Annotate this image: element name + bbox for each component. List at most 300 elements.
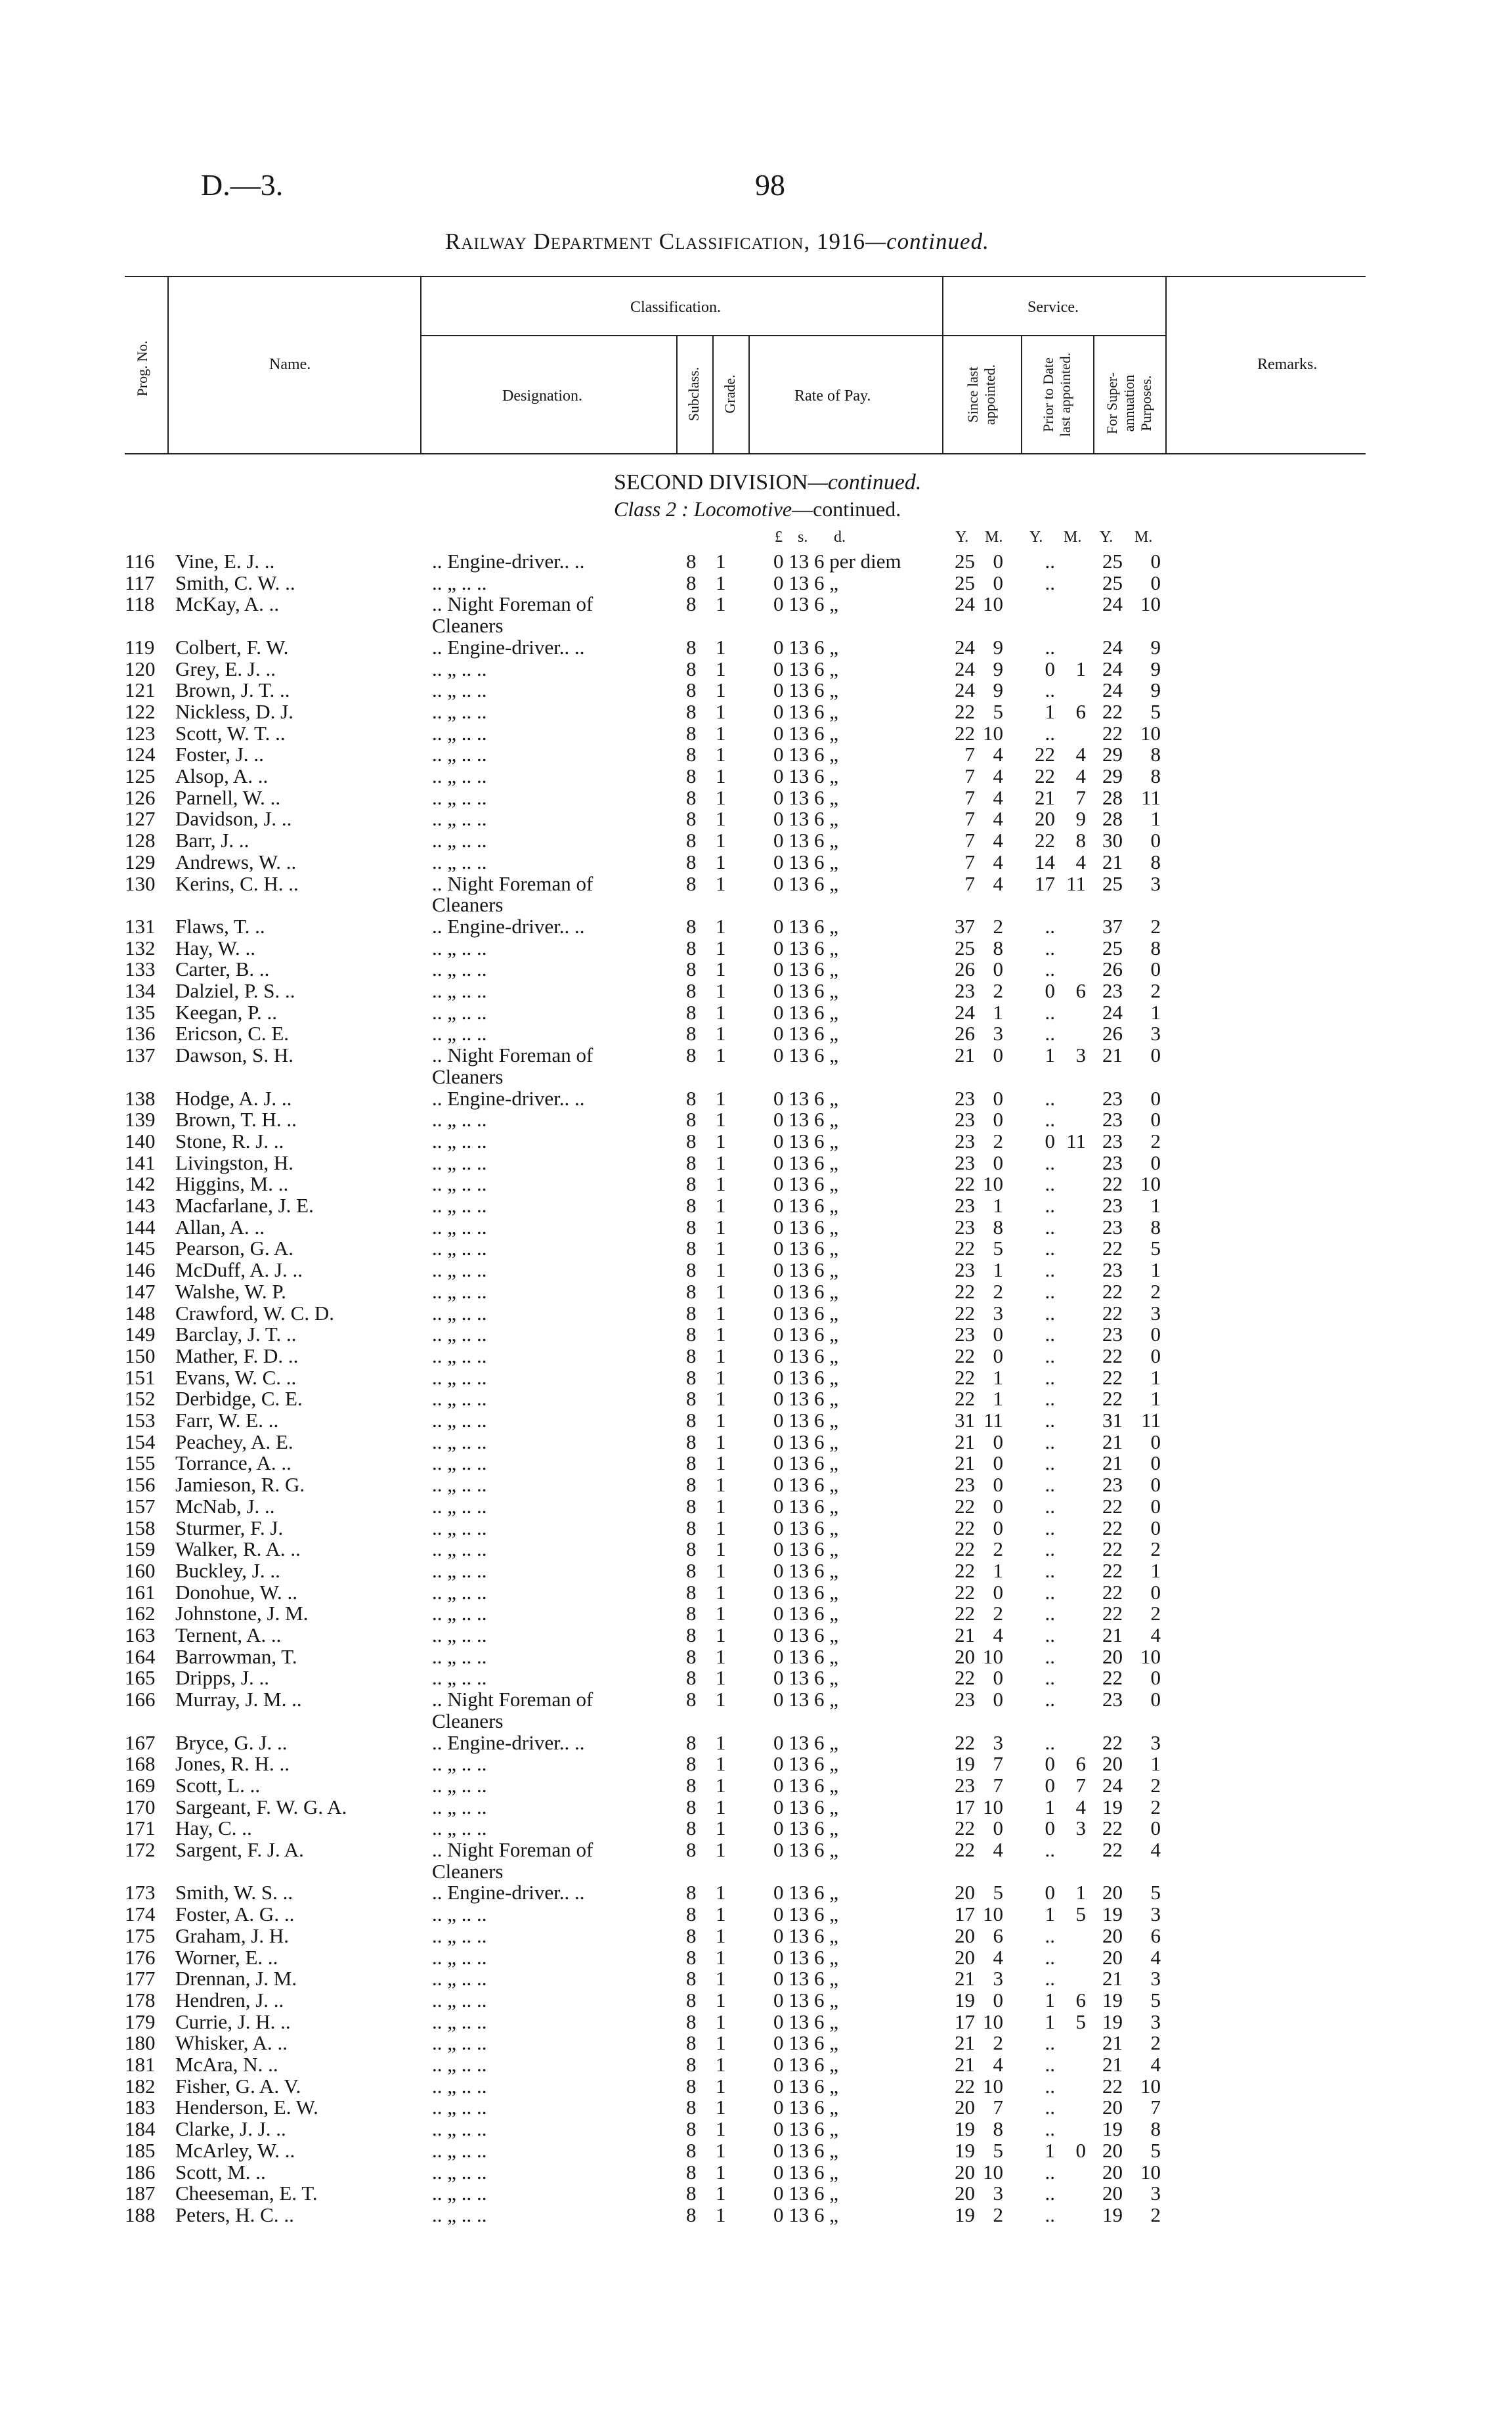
grade: 1 — [716, 1967, 726, 1991]
employee-name: Davidson, J. .. — [175, 807, 292, 831]
superannuation-months: 9 — [1150, 678, 1161, 702]
rate-of-pay: 0 13 6 „ — [773, 2138, 839, 2162]
designation: .. „ .. .. — [432, 1108, 487, 1132]
since-last-years: 21 — [955, 2053, 975, 2076]
designation: Cleaners — [432, 1709, 504, 1732]
superannuation-months: 1 — [1150, 1258, 1161, 1282]
rate-of-pay: 0 13 6 „ — [773, 1494, 839, 1518]
superannuation-years: 23 — [1102, 1194, 1123, 1217]
subclass: 8 — [686, 957, 697, 981]
subclass: 8 — [686, 721, 697, 745]
superannuation-years: 22 — [1102, 1730, 1123, 1754]
designation: .. „ .. .. — [432, 1924, 487, 1947]
designation: .. „ .. .. — [432, 1988, 487, 2012]
grade: 1 — [716, 1795, 726, 1818]
subclass: 8 — [686, 699, 697, 723]
subclass: 8 — [686, 1172, 697, 1196]
prog-no: 126 — [125, 785, 156, 809]
prior-years: .. — [1045, 571, 1055, 594]
prior-years: .. — [1045, 2053, 1055, 2076]
since-last-years: 23 — [955, 1688, 975, 1711]
header-since-last-appointed: Since last appointed. — [964, 364, 998, 426]
superannuation-years: 19 — [1102, 2117, 1123, 2141]
grade: 1 — [716, 1000, 726, 1024]
prior-years: .. — [1045, 2031, 1055, 2055]
superannuation-months: 0 — [1150, 1816, 1161, 1840]
subclass: 8 — [686, 1344, 697, 1367]
table-row — [0, 1624, 1512, 1646]
superannuation-years: 20 — [1102, 1924, 1123, 1947]
designation: .. „ .. .. — [432, 1558, 487, 1582]
table-row — [0, 2054, 1512, 2075]
header-name: Name. — [269, 356, 311, 373]
since-last-years: 22 — [955, 1494, 975, 1518]
rate-of-pay: 0 13 6 „ — [773, 592, 839, 616]
rate-of-pay: 0 13 6 „ — [773, 1816, 839, 1840]
since-last-years: 22 — [955, 1516, 975, 1539]
superannuation-years: 19 — [1102, 1795, 1123, 1818]
prog-no: 155 — [125, 1451, 156, 1475]
prog-no: 121 — [125, 678, 156, 702]
designation: .. „ .. .. — [432, 1151, 487, 1174]
grade: 1 — [716, 1237, 726, 1260]
prior-years: .. — [1045, 1623, 1055, 1646]
rate-of-pay: 0 13 6 „ — [773, 2182, 839, 2205]
table-row — [0, 1688, 1512, 1710]
employee-name: Smith, C. W. .. — [175, 571, 295, 594]
unit-shilling: s. — [798, 529, 808, 546]
since-last-months: 8 — [993, 1215, 1003, 1239]
rate-of-pay: 0 13 6 „ — [773, 1924, 839, 1947]
designation: .. „ .. .. — [432, 1323, 487, 1346]
prior-years: .. — [1045, 1688, 1055, 1711]
prog-no: 172 — [125, 1838, 156, 1861]
designation: .. „ .. .. — [432, 2138, 487, 2162]
superannuation-years: 22 — [1102, 1365, 1123, 1389]
rate-of-pay: 0 13 6 „ — [773, 850, 839, 873]
since-last-months: 3 — [993, 1967, 1003, 1991]
superannuation-years: 21 — [1102, 1044, 1123, 1067]
table-row — [0, 1581, 1512, 1603]
rate-of-pay: 0 13 6 „ — [773, 1086, 839, 1110]
superannuation-years: 22 — [1102, 1279, 1123, 1303]
employee-name: Higgins, M. .. — [175, 1172, 289, 1196]
subclass: 8 — [686, 914, 697, 938]
prog-no: 132 — [125, 936, 156, 959]
col-divider — [748, 335, 750, 454]
subclass: 8 — [686, 1623, 697, 1646]
employee-name: Hay, W. .. — [175, 936, 255, 959]
designation: .. Night Foreman of — [432, 1838, 594, 1861]
subclass: 8 — [686, 1602, 697, 1625]
employee-name: Pearson, G. A. — [175, 1237, 293, 1260]
grade: 1 — [716, 1151, 726, 1174]
prog-no: 156 — [125, 1473, 156, 1497]
prior-years: .. — [1045, 914, 1055, 938]
superannuation-years: 26 — [1102, 957, 1123, 981]
subclass: 8 — [686, 2096, 697, 2119]
employee-name: Mather, F. D. .. — [175, 1344, 299, 1367]
subclass: 8 — [686, 592, 697, 616]
employee-name: Walker, R. A. .. — [175, 1537, 301, 1561]
col-divider — [712, 335, 714, 454]
employee-name: Buckley, J. .. — [175, 1558, 280, 1582]
employee-name: Clarke, J. J. .. — [175, 2117, 286, 2141]
since-last-months: 9 — [993, 657, 1003, 680]
since-last-months: 0 — [993, 1151, 1003, 1174]
table-row — [0, 1323, 1512, 1345]
prior-years: .. — [1045, 1022, 1055, 1045]
since-last-years: 24 — [955, 1000, 975, 1024]
superannuation-months: 10 — [1140, 2074, 1161, 2098]
superannuation-years: 19 — [1102, 1988, 1123, 2012]
table-row — [0, 1044, 1512, 1066]
subclass: 8 — [686, 1022, 697, 1045]
designation: .. Night Foreman of — [432, 1044, 594, 1067]
since-last-years: 22 — [955, 699, 975, 723]
since-last-months: 6 — [993, 1924, 1003, 1947]
subclass: 8 — [686, 2117, 697, 2141]
designation: .. „ .. .. — [432, 1666, 487, 1690]
designation: .. „ .. .. — [432, 1945, 487, 1969]
designation: .. „ .. .. — [432, 1129, 487, 1153]
subclass: 8 — [686, 1881, 697, 1904]
superannuation-months: 8 — [1150, 850, 1161, 873]
superannuation-years: 21 — [1102, 1623, 1123, 1646]
subclass: 8 — [686, 2160, 697, 2184]
superannuation-months: 8 — [1150, 743, 1161, 766]
grade: 1 — [716, 1409, 726, 1432]
rate-of-pay: 0 13 6 „ — [773, 1881, 839, 1904]
rate-of-pay: 0 13 6 „ — [773, 1409, 839, 1432]
table-row — [0, 1667, 1512, 1688]
since-last-years: 20 — [955, 2182, 975, 2205]
superannuation-months: 0 — [1150, 957, 1161, 981]
prog-no: 117 — [125, 571, 155, 594]
table-row — [0, 1259, 1512, 1281]
table-row — [0, 1345, 1512, 1367]
subclass: 8 — [686, 1924, 697, 1947]
prior-years: 1 — [1045, 1795, 1055, 1818]
table-row — [0, 1195, 1512, 1216]
prog-no: 136 — [125, 1022, 156, 1045]
superannuation-years: 24 — [1102, 678, 1123, 702]
table-row-continuation — [0, 1710, 1512, 1732]
superannuation-months: 0 — [1150, 1494, 1161, 1518]
designation: Cleaners — [432, 1065, 504, 1088]
superannuation-years: 20 — [1102, 1945, 1123, 1969]
superannuation-months: 3 — [1150, 871, 1161, 895]
rate-of-pay: 0 13 6 „ — [773, 1151, 839, 1174]
superannuation-years: 20 — [1102, 2182, 1123, 2205]
superannuation-years: 22 — [1102, 1537, 1123, 1561]
since-last-years: 20 — [955, 1644, 975, 1668]
unit-years: Y. — [955, 529, 969, 546]
header-prior-to-date: Prior to Date last appointed. — [1040, 352, 1073, 437]
rate-of-pay: 0 13 6 „ — [773, 721, 839, 745]
prior-years: .. — [1045, 1945, 1055, 1969]
designation: .. „ .. .. — [432, 1365, 487, 1389]
prior-years: 0 — [1045, 1881, 1055, 1904]
since-last-years: 24 — [955, 592, 975, 616]
grade: 1 — [716, 1602, 726, 1625]
designation: .. „ .. .. — [432, 1967, 487, 1991]
superannuation-months: 9 — [1150, 635, 1161, 659]
prog-no: 161 — [125, 1580, 156, 1604]
superannuation-years: 28 — [1102, 807, 1123, 831]
subclass: 8 — [686, 1237, 697, 1260]
grade: 1 — [716, 1323, 726, 1346]
employee-name: Dalziel, P. S. .. — [175, 979, 295, 1002]
rate-of-pay: 0 13 6 „ — [773, 1323, 839, 1346]
prior-years: .. — [1045, 1194, 1055, 1217]
prior-years: .. — [1045, 1644, 1055, 1668]
prior-years: .. — [1045, 2182, 1055, 2205]
subclass: 8 — [686, 2031, 697, 2055]
grade: 1 — [716, 1903, 726, 1926]
since-last-months: 2 — [993, 979, 1003, 1002]
table-row — [0, 1216, 1512, 1238]
superannuation-months: 1 — [1150, 1752, 1161, 1776]
prog-no: 151 — [125, 1365, 156, 1389]
since-last-years: 21 — [955, 1430, 975, 1453]
since-last-years: 22 — [955, 1666, 975, 1690]
prior-years: 17 — [1035, 871, 1055, 895]
table-row — [0, 1903, 1512, 1925]
prog-no: 167 — [125, 1730, 156, 1754]
rate-of-pay: 0 13 6 „ — [773, 1194, 839, 1217]
grade: 1 — [716, 1022, 726, 1045]
subclass: 8 — [686, 1108, 697, 1132]
superannuation-years: 23 — [1102, 1151, 1123, 1174]
prog-no: 163 — [125, 1623, 156, 1646]
grade: 1 — [716, 2160, 726, 2184]
since-last-months: 2 — [993, 1129, 1003, 1153]
prior-years: 1 — [1045, 1988, 1055, 2012]
grade: 1 — [716, 1924, 726, 1947]
employee-name: Alsop, A. .. — [175, 764, 269, 787]
prog-no: 175 — [125, 1924, 156, 1947]
subclass: 8 — [686, 1387, 697, 1411]
table-row — [0, 1302, 1512, 1324]
since-last-months: 10 — [983, 1795, 1003, 1818]
table-row — [0, 2140, 1512, 2161]
employee-name: Andrews, W. .. — [175, 850, 297, 873]
since-last-years: 7 — [964, 871, 975, 895]
table-row — [0, 658, 1512, 680]
designation: .. „ .. .. — [432, 807, 487, 831]
grade: 1 — [716, 2010, 726, 2033]
since-last-years: 22 — [955, 1279, 975, 1303]
rate-of-pay: 0 13 6 „ — [773, 1537, 839, 1561]
since-last-months: 3 — [993, 1022, 1003, 1045]
table-row — [0, 1774, 1512, 1796]
rate-of-pay: 0 13 6 „ — [773, 1451, 839, 1475]
rate-of-pay: 0 13 6 „ — [773, 2160, 839, 2184]
employee-name: Allan, A. .. — [175, 1215, 265, 1239]
grade: 1 — [716, 1258, 726, 1282]
since-last-months: 8 — [993, 936, 1003, 959]
since-last-years: 22 — [955, 1301, 975, 1325]
prog-no: 168 — [125, 1752, 156, 1776]
superannuation-years: 24 — [1102, 1000, 1123, 1024]
prog-no: 171 — [125, 1816, 156, 1840]
prog-no: 179 — [125, 2010, 156, 2033]
designation: .. „ .. .. — [432, 979, 487, 1002]
employee-name: Peters, H. C. .. — [175, 2203, 294, 2226]
employee-name: Keegan, P. .. — [175, 1000, 277, 1024]
superannuation-years: 24 — [1102, 1773, 1123, 1797]
table-row — [0, 1796, 1512, 1818]
prior-years: .. — [1045, 2203, 1055, 2226]
prog-no: 173 — [125, 1881, 156, 1904]
superannuation-years: 20 — [1102, 1752, 1123, 1776]
unit-pound: £ — [775, 529, 783, 546]
prog-no: 170 — [125, 1795, 156, 1818]
superannuation-months: 0 — [1150, 1688, 1161, 1711]
since-last-years: 17 — [955, 2010, 975, 2033]
superannuation-years: 22 — [1102, 1602, 1123, 1625]
rate-of-pay: 0 13 6 „ — [773, 635, 839, 659]
superannuation-months: 4 — [1150, 1838, 1161, 1861]
designation: .. Engine-driver.. .. — [432, 1881, 585, 1904]
superannuation-months: 2 — [1150, 2203, 1161, 2226]
header-rate-of-pay: Rate of Pay. — [794, 387, 871, 405]
header-top-rule — [125, 276, 1366, 277]
prog-no: 182 — [125, 2074, 156, 2098]
prog-no: 127 — [125, 807, 156, 831]
since-last-months: 9 — [993, 635, 1003, 659]
since-last-months: 1 — [993, 1387, 1003, 1411]
prior-years: 0 — [1045, 1816, 1055, 1840]
superannuation-months: 0 — [1150, 1344, 1161, 1367]
prog-no: 142 — [125, 1172, 156, 1196]
grade: 1 — [716, 2096, 726, 2119]
unit-months: M. — [1134, 529, 1153, 546]
title-main: Railway Department Classification, 1916 — [445, 229, 865, 254]
header-prog-no: Prog. No. — [134, 340, 150, 397]
since-last-months: 4 — [993, 850, 1003, 873]
superannuation-months: 8 — [1150, 2117, 1161, 2141]
title-suffix: —continued. — [865, 229, 989, 254]
employee-name: Fisher, G. A. V. — [175, 2074, 301, 2098]
subclass: 8 — [686, 743, 697, 766]
since-last-months: 10 — [983, 2074, 1003, 2098]
since-last-months: 7 — [993, 1773, 1003, 1797]
prog-no: 158 — [125, 1516, 156, 1539]
superannuation-months: 2 — [1150, 1773, 1161, 1797]
employee-name: Barr, J. .. — [175, 829, 249, 852]
table-row — [0, 2204, 1512, 2226]
superannuation-months: 8 — [1150, 1215, 1161, 1239]
designation: .. „ .. .. — [432, 2053, 487, 2076]
subclass: 8 — [686, 678, 697, 702]
superannuation-months: 6 — [1150, 1924, 1161, 1947]
subclass: 8 — [686, 1558, 697, 1582]
since-last-years: 24 — [955, 635, 975, 659]
since-last-months: 5 — [993, 2138, 1003, 2162]
since-last-years: 20 — [955, 1945, 975, 1969]
since-last-years: 22 — [955, 1730, 975, 1754]
prog-no: 129 — [125, 850, 156, 873]
subclass: 8 — [686, 1301, 697, 1325]
superannuation-years: 28 — [1102, 785, 1123, 809]
since-last-years: 23 — [955, 1773, 975, 1797]
superannuation-years: 37 — [1102, 914, 1123, 938]
table-row — [0, 1732, 1512, 1753]
table-row — [0, 1130, 1512, 1152]
rate-of-pay: 0 13 6 „ — [773, 1365, 839, 1389]
superannuation-months: 4 — [1150, 2053, 1161, 2076]
prog-no: 160 — [125, 1558, 156, 1582]
employee-name: Barrowman, T. — [175, 1644, 297, 1668]
grade: 1 — [716, 1881, 726, 1904]
since-last-months: 5 — [993, 1881, 1003, 1904]
since-last-years: 7 — [964, 743, 975, 766]
since-last-months: 10 — [983, 1903, 1003, 1926]
col-divider — [1021, 335, 1022, 454]
employee-name: Derbidge, C. E. — [175, 1387, 303, 1411]
grade: 1 — [716, 1301, 726, 1325]
subclass: 8 — [686, 1730, 697, 1754]
grade: 1 — [716, 635, 726, 659]
designation: .. „ .. .. — [432, 1430, 487, 1453]
since-last-months: 0 — [993, 1086, 1003, 1110]
prior-months: 1 — [1075, 657, 1086, 680]
rate-of-pay: 0 13 6 „ — [773, 1279, 839, 1303]
superannuation-months: 1 — [1150, 1558, 1161, 1582]
grade: 1 — [716, 829, 726, 852]
prior-years: .. — [1045, 721, 1055, 745]
superannuation-months: 3 — [1150, 1730, 1161, 1754]
superannuation-months: 0 — [1150, 1473, 1161, 1497]
rate-of-pay: 0 13 6 „ — [773, 1945, 839, 1969]
prior-years: .. — [1045, 1258, 1055, 1282]
employee-name: Livingston, H. — [175, 1151, 293, 1174]
table-row — [0, 550, 1512, 572]
prior-years: 21 — [1035, 785, 1055, 809]
since-last-years: 19 — [955, 1752, 975, 1776]
designation: .. „ .. .. — [432, 2203, 487, 2226]
designation: .. „ .. .. — [432, 1301, 487, 1325]
designation: Cleaners — [432, 614, 504, 638]
table-row — [0, 787, 1512, 808]
since-last-years: 20 — [955, 1881, 975, 1904]
since-last-years: 22 — [955, 1602, 975, 1625]
designation: .. „ .. .. — [432, 1258, 487, 1282]
since-last-years: 19 — [955, 2117, 975, 2141]
rate-of-pay: 0 13 6 „ — [773, 1580, 839, 1604]
table-row — [0, 915, 1512, 937]
rate-of-pay: 0 13 6 „ — [773, 785, 839, 809]
since-last-years: 22 — [955, 721, 975, 745]
prior-years: .. — [1045, 2117, 1055, 2141]
table-row — [0, 1753, 1512, 1774]
prior-months: 4 — [1075, 1795, 1086, 1818]
prog-no: 176 — [125, 1945, 156, 1969]
table-row — [0, 1452, 1512, 1474]
designation: .. „ .. .. — [432, 1215, 487, 1239]
employee-name: Drennan, J. M. — [175, 1967, 297, 1991]
prior-years: .. — [1045, 1365, 1055, 1389]
rate-of-pay: 0 13 6 „ — [773, 957, 839, 981]
designation: .. Night Foreman of — [432, 592, 594, 616]
table-row — [0, 1947, 1512, 1968]
since-last-months: 0 — [993, 1988, 1003, 2012]
rate-of-pay: 0 13 6 „ — [773, 2053, 839, 2076]
since-last-years: 22 — [955, 2074, 975, 2098]
table-row — [0, 937, 1512, 959]
